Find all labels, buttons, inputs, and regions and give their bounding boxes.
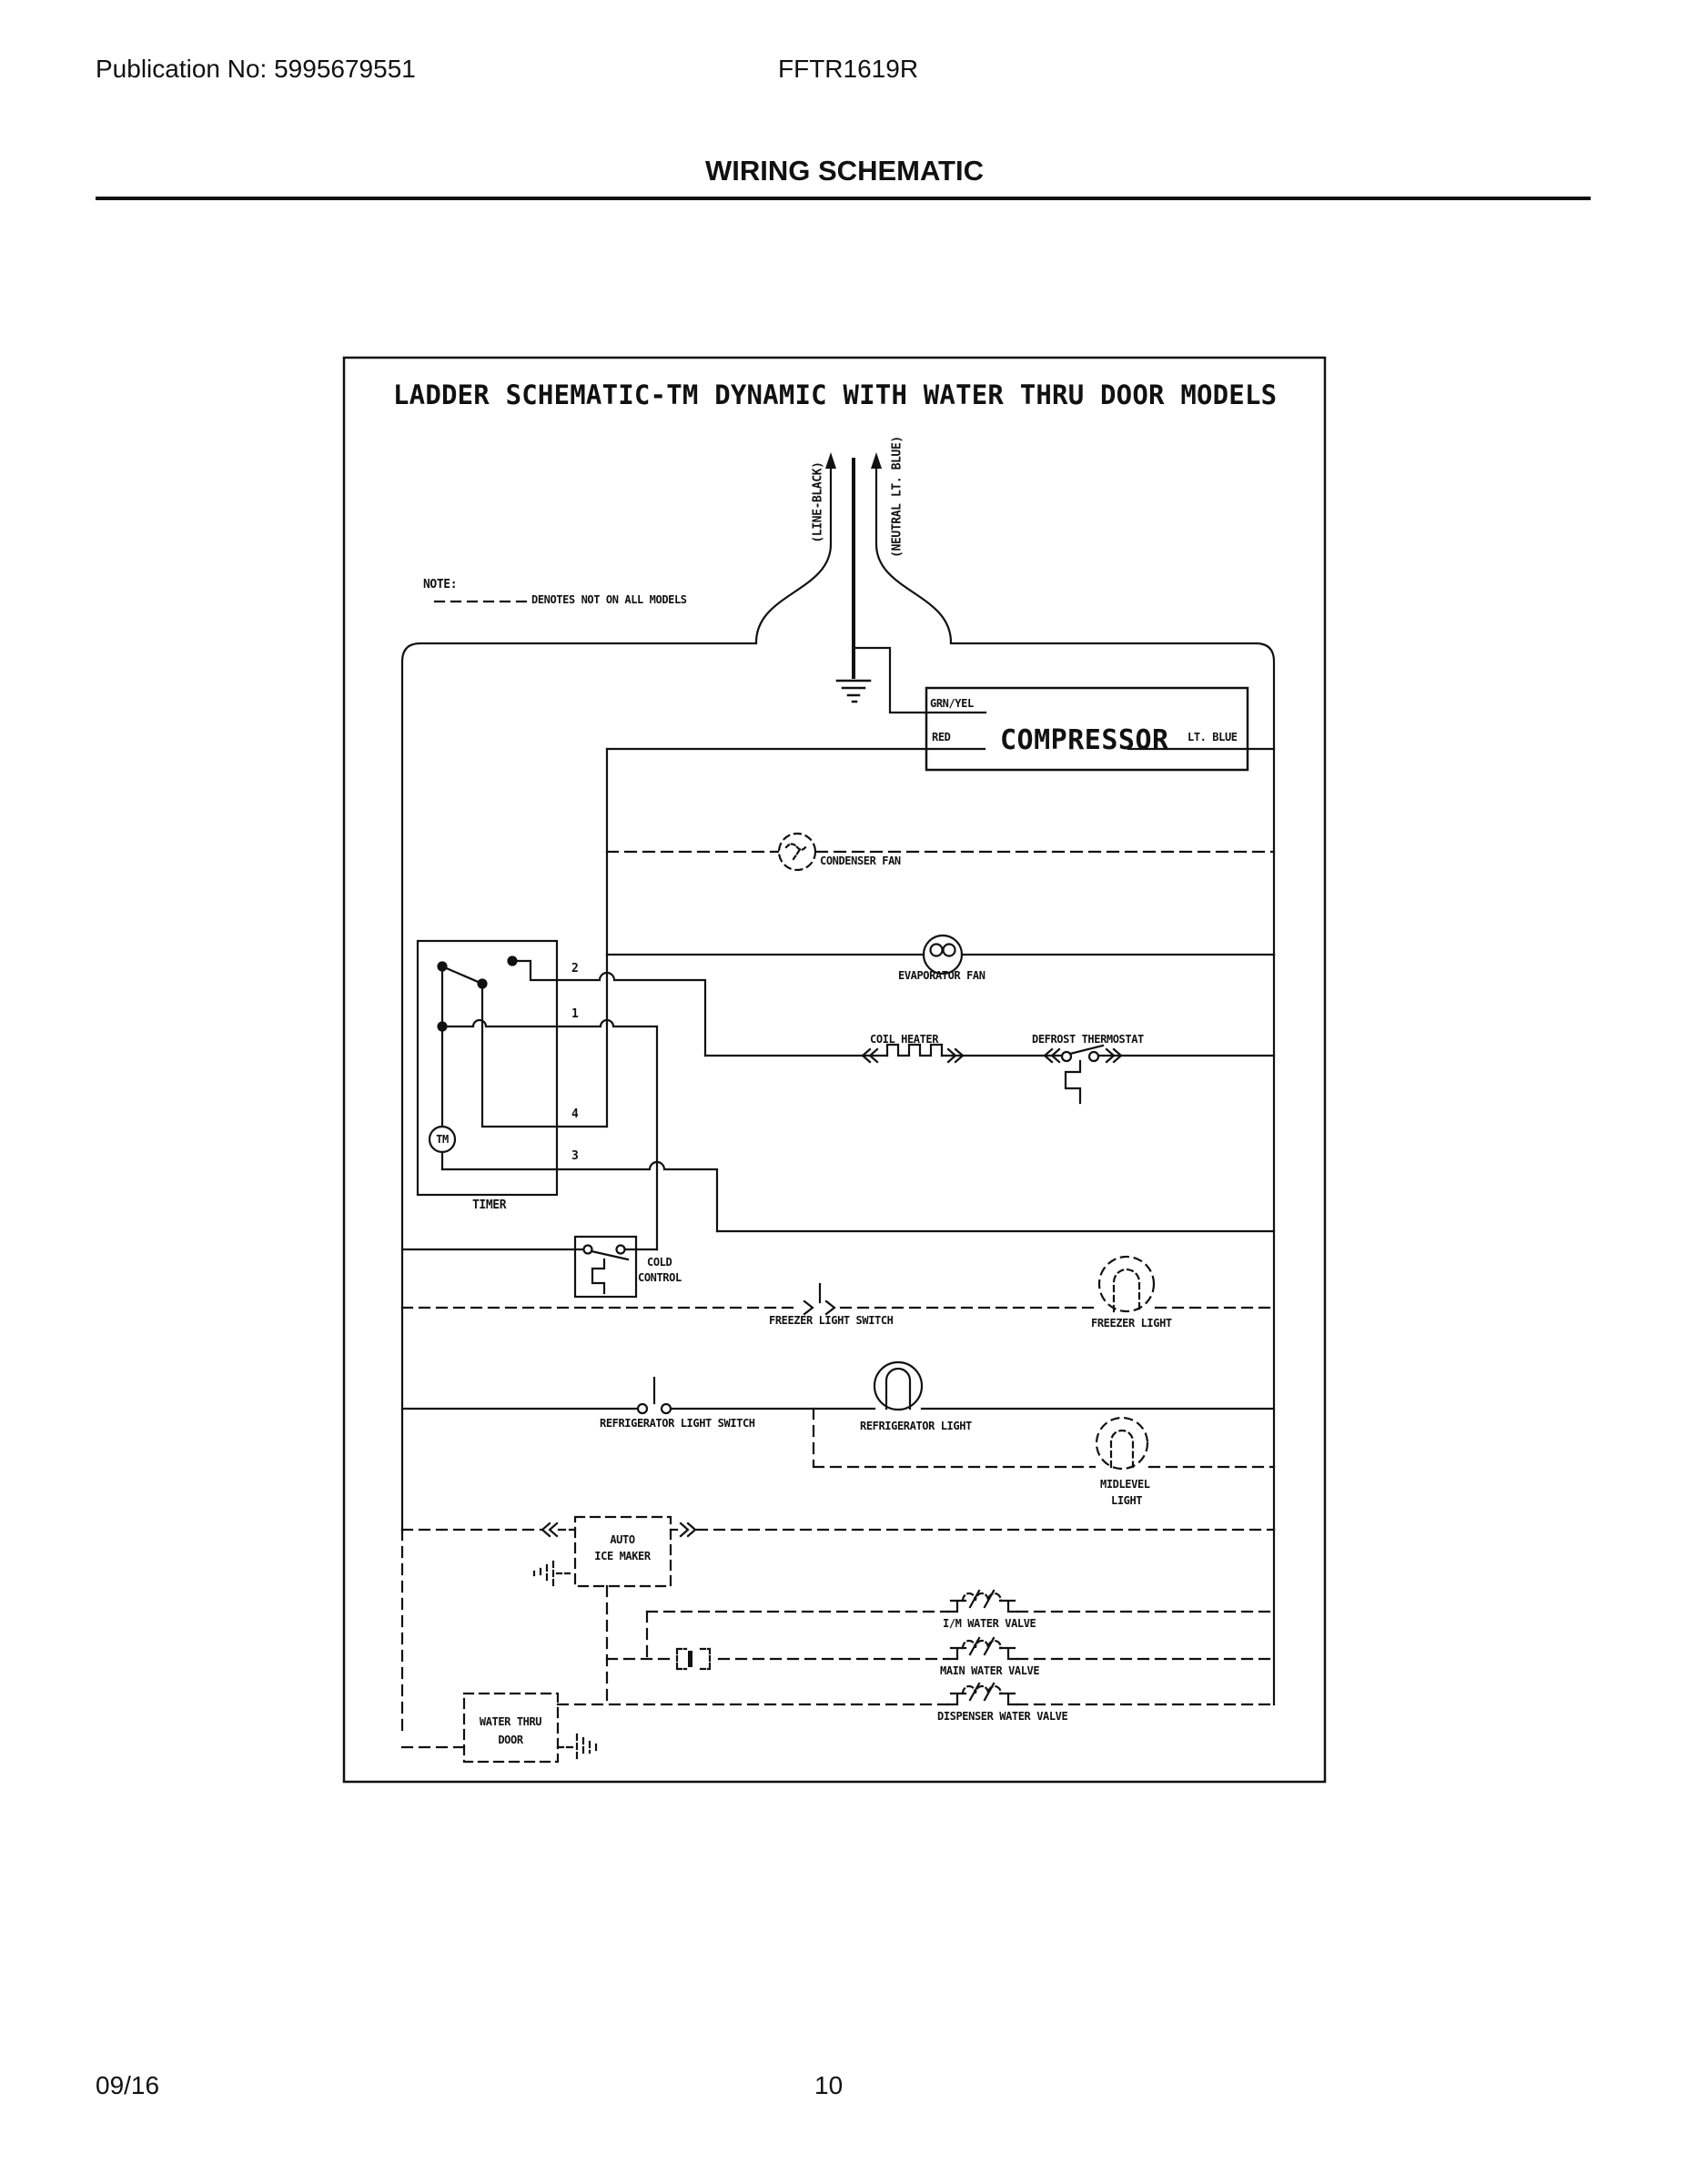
- cold-control-label-2: CONTROL: [638, 1271, 682, 1284]
- footer-date: 09/16: [96, 2071, 160, 2099]
- page-title: WIRING SCHEMATIC: [705, 155, 984, 187]
- water-thru-door-label-1: WATER THRU: [479, 1715, 542, 1728]
- im-water-valve-label: I/M WATER VALVE: [943, 1617, 1036, 1630]
- im-water-valve-symbol: [948, 1591, 1017, 1612]
- freezer-light-label: FREEZER LIGHT: [1091, 1317, 1172, 1330]
- ground-symbol: [837, 460, 986, 713]
- dispenser-water-valve-label: DISPENSER WATER VALVE: [937, 1710, 1068, 1723]
- ice-maker-label-2: ICE MAKER: [594, 1550, 651, 1562]
- dispenser-water-valve-symbol: [948, 1684, 1017, 1704]
- main-water-valve-symbol: [948, 1638, 1017, 1659]
- midlevel-light-symbol: [814, 1409, 1274, 1469]
- timer-terminal-2: 2: [571, 962, 579, 976]
- schematic-border: [344, 358, 1325, 1782]
- timer-motor-label: TM: [436, 1133, 449, 1146]
- evaporator-fan-label: EVAPORATOR FAN: [898, 969, 986, 982]
- timer-label: TIMER: [472, 1198, 507, 1212]
- timer-terminal-4: 4: [571, 1107, 579, 1121]
- publication-number: Publication No: 5995679551: [96, 55, 416, 83]
- model-number: FFTR1619R: [778, 55, 919, 83]
- freezer-light-switch-symbol: [402, 1284, 1274, 1314]
- evaporator-fan-symbol: [607, 935, 1274, 974]
- defrost-thermostat-label: DEFROST THERMOSTAT: [1032, 1033, 1144, 1046]
- condenser-fan-symbol: [607, 834, 1274, 870]
- line-black-label: (LINE-BLACK): [811, 461, 825, 543]
- refrigerator-light-label: REFRIGERATOR LIGHT: [860, 1420, 972, 1432]
- midlevel-light-label-2: LIGHT: [1111, 1494, 1143, 1507]
- title-rule: [96, 197, 1591, 200]
- condenser-fan-label: CONDENSER FAN: [820, 854, 901, 867]
- water-valve-rows: [558, 1612, 1274, 1704]
- coil-heater-label: COIL HEATER: [870, 1033, 939, 1046]
- neutral-label: (NEUTRAL LT. BLUE): [890, 436, 905, 558]
- freezer-light-switch-label: FREEZER LIGHT SWITCH: [769, 1314, 894, 1327]
- timer-terminal-3: 3: [571, 1149, 579, 1163]
- cold-control-symbol: [402, 1237, 657, 1297]
- note-label: NOTE:: [423, 578, 458, 592]
- line-arrow-icon: [825, 452, 836, 469]
- ladder-title: LADDER SCHEMATIC-TM DYNAMIC WITH WATER THRU DOOR MODELS: [393, 379, 1278, 410]
- defrost-thermostat-symbol: [1045, 1046, 1274, 1103]
- coil-heater-symbol: [705, 1045, 1062, 1062]
- midlevel-light-label-1: MIDLEVEL: [1100, 1478, 1150, 1491]
- refrigerator-light-switch-symbol: [402, 1378, 1274, 1413]
- cold-control-label-1: COLD: [647, 1256, 672, 1269]
- main-water-valve-label: MAIN WATER VALVE: [940, 1664, 1040, 1677]
- refrigerator-light-symbol: [874, 1362, 922, 1410]
- red-wire-label: RED: [932, 731, 951, 743]
- power-rails: [402, 452, 1274, 1747]
- timer-symbol: [418, 941, 1274, 1249]
- ice-maker-label-1: AUTO: [610, 1533, 635, 1546]
- water-thru-door-label-2: DOOR: [498, 1734, 523, 1746]
- connector-icon: [677, 1649, 710, 1669]
- lt-blue-wire-label: LT. BLUE: [1188, 731, 1238, 743]
- grn-yel-wire-label: GRN/YEL: [930, 697, 974, 710]
- freezer-light-symbol: [1099, 1257, 1154, 1311]
- compressor-label: COMPRESSOR: [1000, 724, 1169, 756]
- footer-page-number: 10: [814, 2071, 844, 2099]
- refrigerator-light-switch-label: REFRIGERATOR LIGHT SWITCH: [600, 1417, 755, 1430]
- note-text: DENOTES NOT ON ALL MODELS: [531, 593, 687, 606]
- timer-terminal-1: 1: [571, 1007, 579, 1021]
- neutral-arrow-icon: [871, 452, 882, 469]
